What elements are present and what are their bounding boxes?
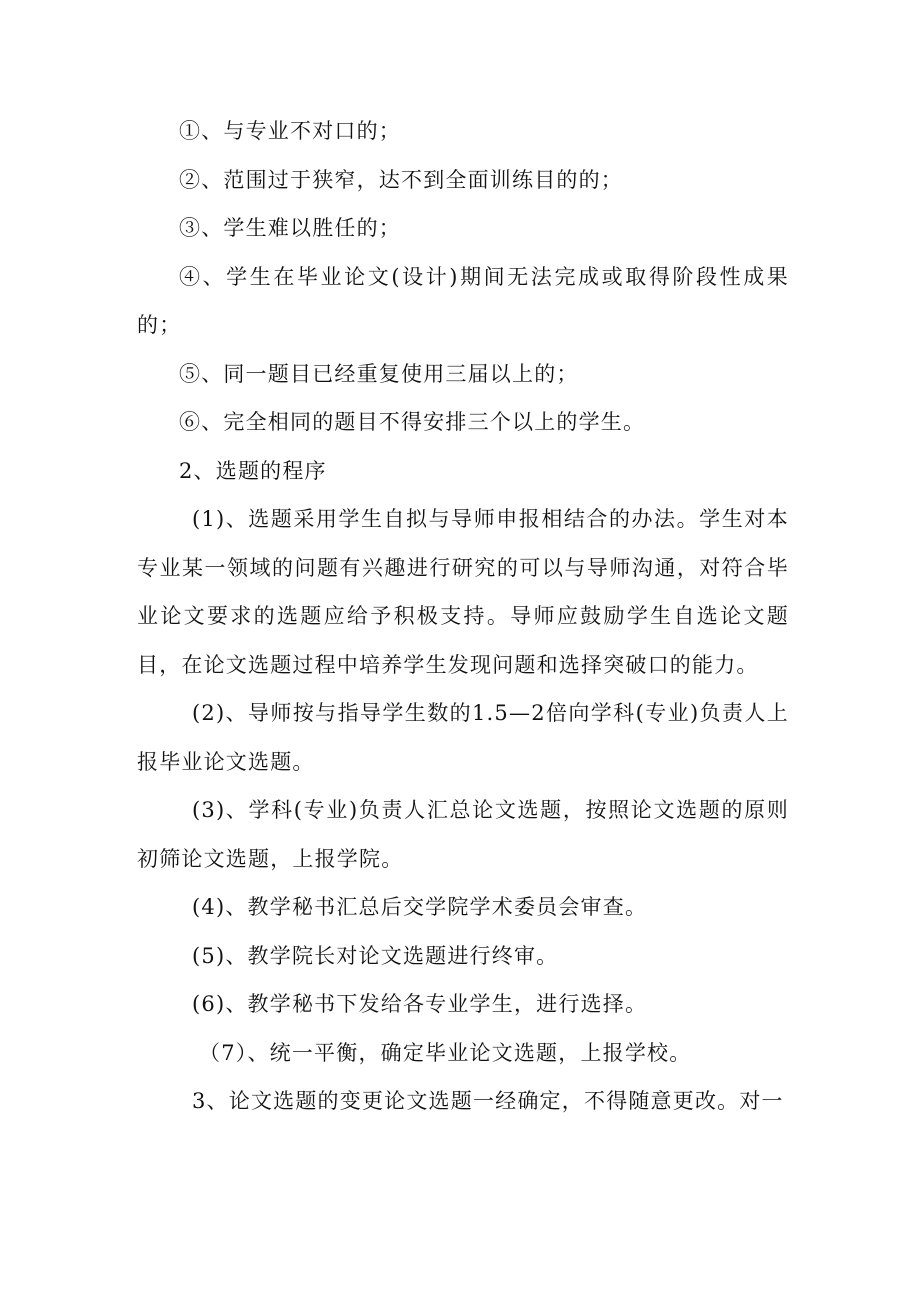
section-heading-3: 3、论文选题的变更论文选题一经确定，不得随意更改。对一	[192, 1089, 784, 1113]
section-heading-2: 2、选题的程序	[179, 458, 327, 483]
procedure-step-4: (4)、教学秘书汇总后交学院学术委员会审查。	[192, 895, 648, 919]
procedure-step-6: (6)、教学秘书下发给各专业学生，进行选择。	[192, 992, 648, 1016]
criterion-6: ⑥、完全相同的题目不得安排三个以上的学生。	[179, 410, 646, 434]
criterion-2: ②、范围过于狭窄，达不到全面训练目的的；	[179, 167, 623, 192]
criterion-4: ④、学生在毕业论文(设计)期间无法完成或取得阶段性成果的；	[137, 264, 789, 337]
procedure-step-1: (1)、选题采用学生自拟与导师申报相结合的办法。学生对本专业某一领域的问题有兴趣进行研究的可以与导师沟通，对符合毕业论文要求的选题应给予积极支持。导师应鼓励学生自选论文题目，在论文选题过程中培养学生发现问题和选择突破口的能力。	[137, 507, 789, 677]
criterion-3: ③、学生难以胜任的；	[179, 216, 401, 240]
procedure-step-2: (2)、导师按与指导学生数的1.5—2倍向学科(专业)负责人上报毕业论文选题。	[137, 701, 789, 774]
procedure-step-5: (5)、教学院长对论文选题进行终审。	[192, 943, 559, 968]
procedure-step-7: （7）、统一平衡，确定毕业论文选题，上报学校。	[199, 1040, 692, 1065]
criterion-5: ⑤、同一题目已经重复使用三届以上的；	[179, 361, 579, 386]
document-body	[137, 107, 789, 1126]
criterion-1: ①、与专业不对口的；	[179, 119, 401, 143]
procedure-step-3: (3)、学科(专业)负责人汇总论文选题，按照论文选题的原则初筛论文选题，上报学院。	[137, 798, 789, 871]
